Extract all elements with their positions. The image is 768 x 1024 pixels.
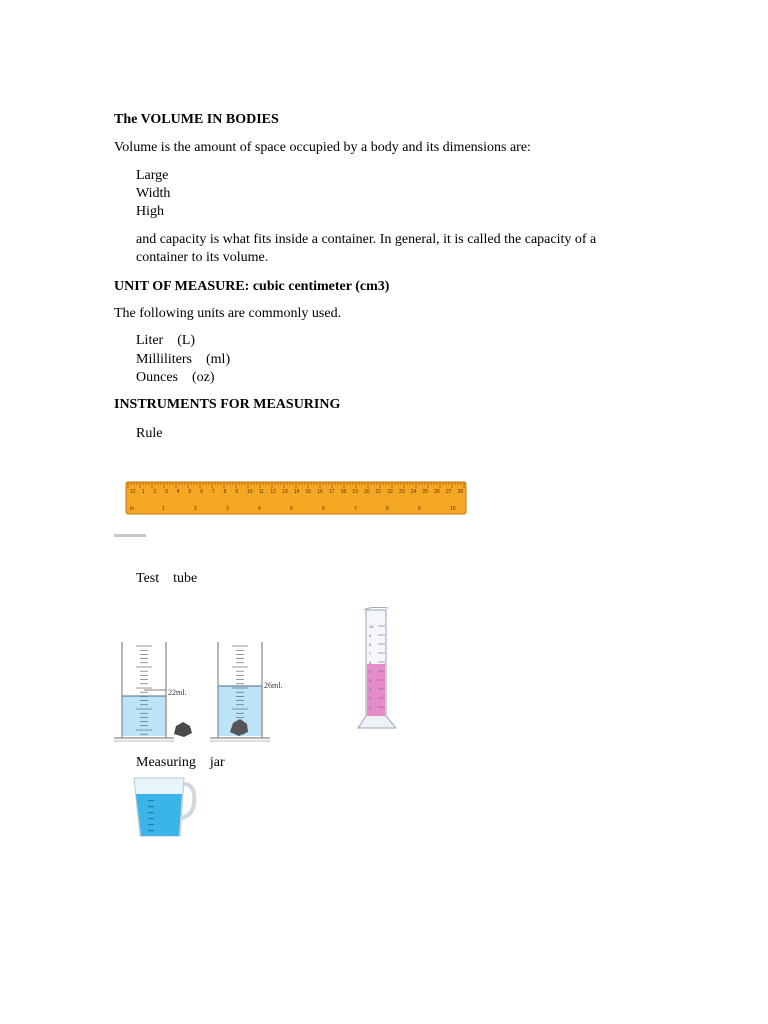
ruler-number-top: 4 <box>176 489 180 495</box>
instrument-rule-label: Rule <box>136 426 163 441</box>
ruler-number-top: 10 <box>247 489 253 495</box>
intro-text: Volume is the amount of space occupied by a body and its dimensions are: <box>114 140 531 155</box>
ruler-number-top: 1 <box>141 489 145 495</box>
ruler-number-top: 22 <box>387 489 393 495</box>
dimension-item: Width <box>136 186 171 201</box>
ruler-number-top: 5 <box>188 489 192 495</box>
ruler-shadow-bar <box>114 534 146 537</box>
ruler-number-top: 11 <box>258 489 264 495</box>
ruler-number-top: 8 <box>223 489 227 495</box>
ruler-number-top: 13 <box>282 489 288 495</box>
ruler-number-top: 19 <box>352 489 358 495</box>
unit-heading: UNIT OF MEASURE: cubic centimeter (cm3) <box>114 279 390 294</box>
unit-item: Milliliters (ml) <box>136 352 231 367</box>
ruler-number-bottom: 5 <box>290 506 293 512</box>
ruler-number-top: 27 <box>445 489 452 495</box>
ruler-number-bottom: 1 <box>162 506 165 512</box>
unit-item: Ounces (oz) <box>136 370 215 385</box>
ruler-number-bottom: 3 <box>226 506 229 512</box>
ruler-number-top: 15 <box>305 489 312 495</box>
tall-cylinder-mark: 4 <box>369 678 372 683</box>
ruler-image <box>112 468 472 548</box>
measuring-jar-image <box>126 772 206 842</box>
ruler-number-top: 6 <box>200 489 203 495</box>
ruler-number-bottom: 2 <box>194 506 197 512</box>
ruler-number-top: 9 <box>235 489 239 495</box>
units-intro: The following units are commonly used. <box>114 306 342 321</box>
tall-cylinder-mark: 6 <box>369 660 372 665</box>
instrument-measuring-jar-label: Measuring jar <box>136 755 225 770</box>
tall-cylinder-mark: 3 <box>369 687 372 692</box>
ruler-number-top: 17 <box>328 489 335 495</box>
ruler-number-top: 24 <box>410 489 417 495</box>
dimension-item: Large <box>136 168 169 183</box>
tall-cylinder-mark: 2 <box>369 696 372 701</box>
ruler-number-bottom: 4 <box>258 506 261 512</box>
ruler-number-top: 26 <box>434 489 440 495</box>
ruler-number-bottom: in <box>130 506 134 512</box>
dimension-item: High <box>136 204 164 219</box>
ruler-number-top: 16 <box>317 489 323 495</box>
ruler-number-top: 12 <box>270 489 276 495</box>
tall-cylinder-mark: 5 <box>369 669 372 674</box>
instruments-heading: INSTRUMENTS FOR MEASURING <box>114 397 341 412</box>
page-title: The VOLUME IN BODIES <box>114 112 279 127</box>
ruler-number-top: 12 <box>130 489 136 495</box>
ruler-number-bottom: 8 <box>386 506 389 512</box>
capacity-paragraph: and capacity is what fits inside a container. In general, it is called the capacity of a container to its volume. <box>136 232 597 265</box>
ruler-number-top: 18 <box>340 489 347 495</box>
ruler-number-bottom: 9 <box>418 506 421 512</box>
ruler-number-top: 28 <box>457 489 464 495</box>
tall-cylinder-image <box>352 604 412 734</box>
tall-cylinder-mark: 10 <box>369 624 374 629</box>
ruler-number-top: 3 <box>165 489 168 495</box>
ruler-number-top: 7 <box>211 489 215 495</box>
graduated-cylinders-image <box>112 638 292 748</box>
tall-cylinder-mark: 7 <box>369 651 372 656</box>
ruler-number-top: 21 <box>375 489 382 495</box>
tall-cylinder-mark: 1 <box>369 705 372 710</box>
rock-icon <box>174 722 192 737</box>
cylinder-1-label: 22ml. <box>168 688 187 697</box>
cylinder-2-label: 26ml. <box>264 681 283 690</box>
tall-cylinder-mark: 9 <box>369 633 372 638</box>
ruler-number-top: 2 <box>153 489 157 495</box>
instrument-test-tube-label: Test tube <box>136 571 198 586</box>
unit-item: Liter (L) <box>136 333 196 348</box>
ruler-number-top: 25 <box>422 489 429 495</box>
ruler-number-top: 20 <box>364 489 370 495</box>
ruler-number-top: 23 <box>399 489 405 495</box>
jar-water <box>136 794 182 836</box>
ruler-number-top: 14 <box>293 489 300 495</box>
ruler-number-bottom: 7 <box>354 506 357 512</box>
ruler-number-bottom: 10 <box>450 506 456 512</box>
tall-cylinder-mark: 8 <box>369 642 372 647</box>
ruler-number-bottom: 6 <box>322 506 325 512</box>
